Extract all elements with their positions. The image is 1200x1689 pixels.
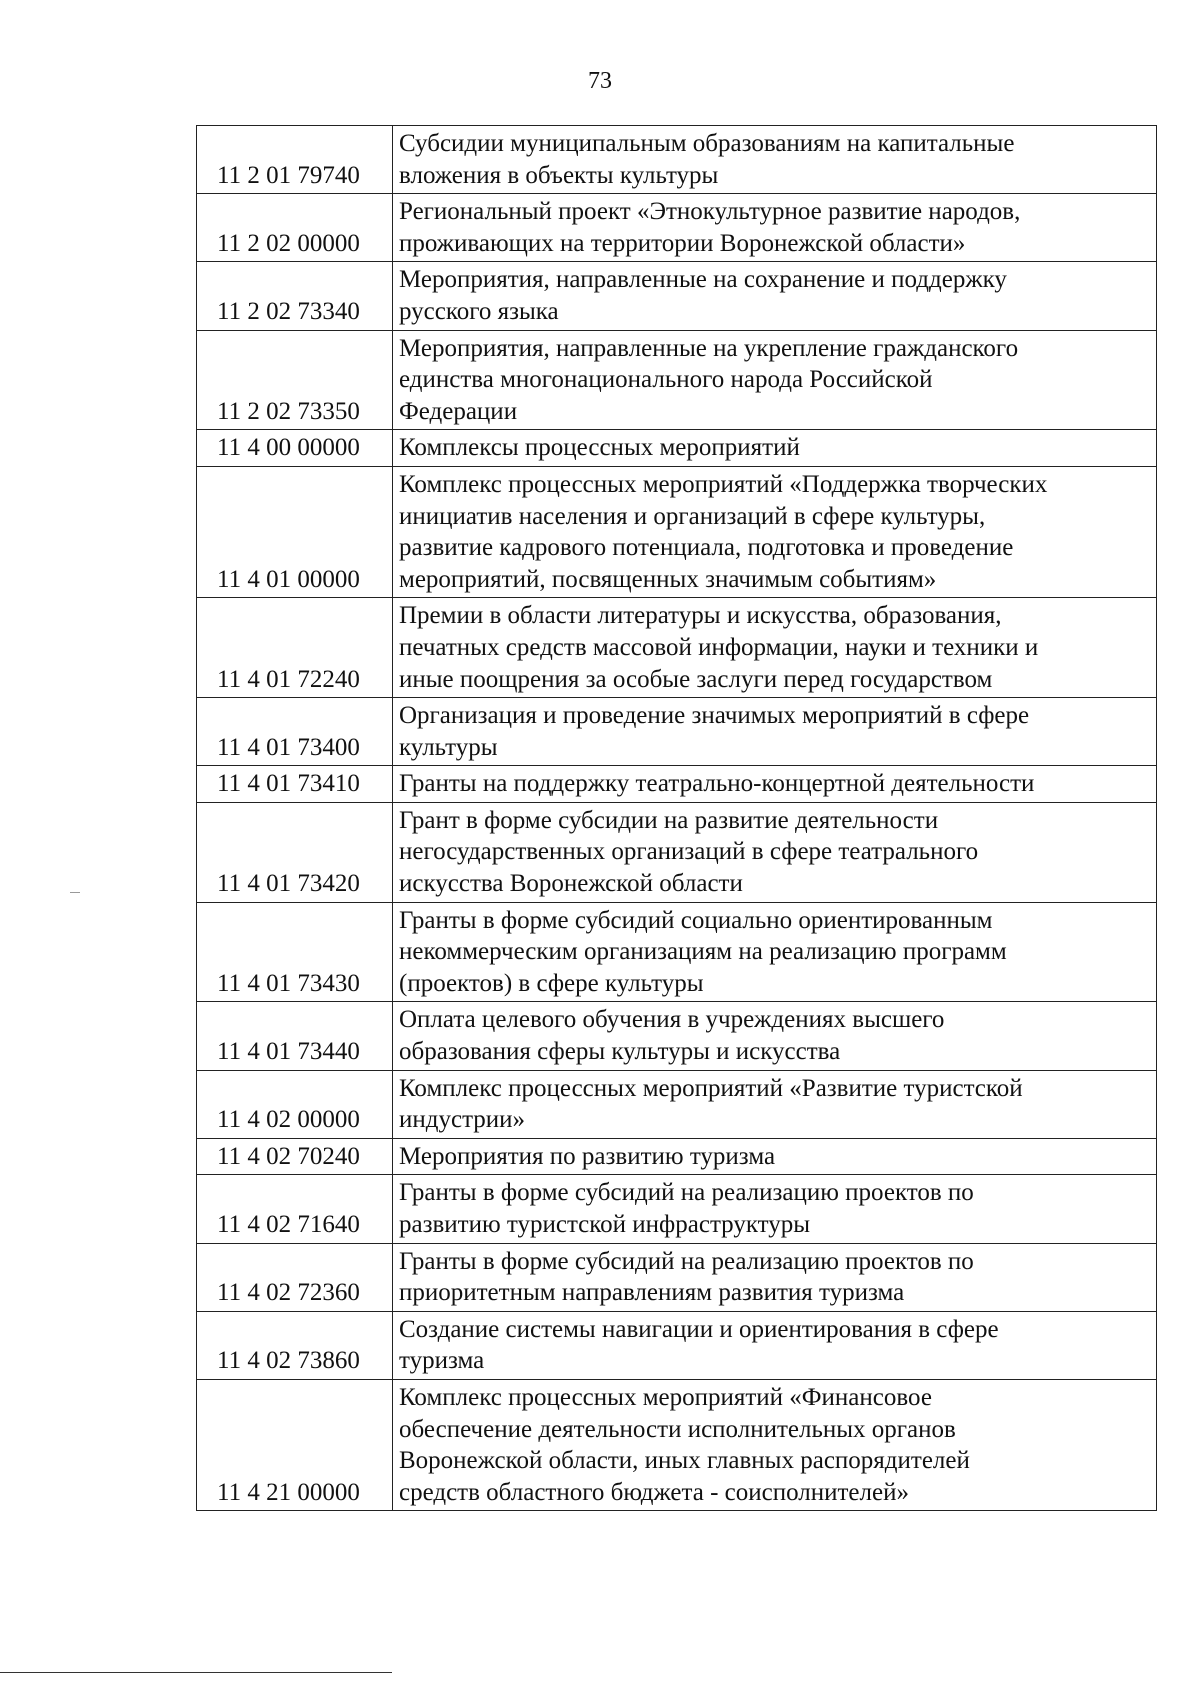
budget-code-cell: 11 4 01 73430	[197, 902, 393, 1002]
table-row	[197, 466, 1157, 597]
description-cell	[393, 902, 1157, 1002]
description-line: Федерации	[399, 397, 518, 425]
table-row	[197, 1002, 1157, 1070]
budget-code-cell: 11 4 01 73400	[197, 698, 393, 766]
table-row	[197, 330, 1157, 430]
table-row	[197, 1311, 1157, 1379]
budget-code-cell: 11 4 21 00000	[197, 1379, 393, 1510]
footnote-rule	[0, 1672, 392, 1673]
description-line: Воронежской области, иных главных распорядителей	[399, 1447, 970, 1475]
table-row	[197, 802, 1157, 902]
description-cell	[393, 1243, 1157, 1311]
table-row	[197, 262, 1157, 330]
table-row	[197, 1070, 1157, 1138]
description-cell	[393, 766, 1157, 803]
budget-code-cell: 11 4 01 73420	[197, 802, 393, 902]
budget-code-cell: 11 2 02 73350	[197, 330, 393, 430]
budget-code-cell: 11 4 01 00000	[197, 466, 393, 597]
description-line: Субсидии муниципальным образованиям на капитальные	[399, 130, 1015, 157]
table-row	[197, 194, 1157, 262]
description-line: Комплекс процессных мероприятий «Развитие туристской	[399, 1074, 1023, 1102]
description-cell	[393, 126, 1157, 194]
table-row	[197, 902, 1157, 1002]
description-line: средств областного бюджета - соисполнителей»	[399, 1478, 909, 1506]
description-cell	[393, 1175, 1157, 1243]
budget-code-cell: 11 4 01 72240	[197, 598, 393, 698]
description-line: единства многонационального народа Российской	[399, 366, 933, 394]
budget-code-cell: 11 4 02 70240	[197, 1138, 393, 1175]
table-row	[197, 1379, 1157, 1510]
description-cell	[393, 1070, 1157, 1138]
description-line: мероприятий, посвященных значимым событиям»	[399, 565, 937, 593]
description-line: образования сферы культуры и искусства	[399, 1038, 841, 1066]
description-cell	[393, 698, 1157, 766]
page-number: 73	[588, 68, 612, 94]
description-cell	[393, 194, 1157, 262]
table-row	[197, 698, 1157, 766]
description-line: Оплата целевого обучения в учреждениях высшего	[399, 1006, 945, 1034]
budget-code-cell: 11 4 02 73860	[197, 1311, 393, 1379]
budget-code-cell: 11 4 02 72360	[197, 1243, 393, 1311]
description-cell	[393, 598, 1157, 698]
description-cell	[393, 466, 1157, 597]
description-line: Мероприятия, направленные на укрепление гражданского	[399, 334, 1019, 362]
description-cell	[393, 430, 1157, 467]
budget-code-cell: 11 4 02 71640	[197, 1175, 393, 1243]
budget-code-cell: 11 4 02 00000	[197, 1070, 393, 1138]
description-line: Организация и проведение значимых мероприятий в сфере	[399, 702, 1030, 730]
description-line: Грант в форме субсидии на развитие деятельности	[399, 806, 939, 834]
table-row	[197, 1175, 1157, 1243]
description-line: обеспечение деятельности исполнительных органов	[399, 1415, 956, 1443]
description-line: Премии в области литературы и искусства, образования,	[399, 602, 1002, 630]
description-cell	[393, 330, 1157, 430]
description-line: русского языка	[399, 297, 559, 325]
description-cell	[393, 262, 1157, 330]
budget-code-cell: 11 2 01 79740	[197, 126, 393, 194]
description-cell	[393, 802, 1157, 902]
table-body	[197, 126, 1157, 1511]
description-line: Гранты на поддержку театрально-концертной деятельности	[399, 770, 1035, 798]
table-row	[197, 1138, 1157, 1175]
description-line: развитие кадрового потенциала, подготовка и проведение	[399, 534, 1014, 562]
description-cell	[393, 1379, 1157, 1510]
table-row	[197, 598, 1157, 698]
description-line: Гранты в форме субсидий на реализацию проектов по	[399, 1247, 974, 1275]
budget-code-cell: 11 4 01 73410	[197, 766, 393, 803]
budget-code-table	[196, 125, 1157, 1511]
description-line: (проектов) в сфере культуры	[399, 969, 704, 997]
description-cell	[393, 1002, 1157, 1070]
description-line: Мероприятия, направленные на сохранение и поддержку	[399, 266, 1007, 294]
description-cell	[393, 1138, 1157, 1175]
description-line: Мероприятия по развитию туризма	[399, 1142, 776, 1170]
table-row	[197, 1243, 1157, 1311]
description-line: Комплекс процессных мероприятий «Поддержка творческих	[399, 470, 1048, 498]
description-line: Создание системы навигации и ориентирования в сфере	[399, 1315, 999, 1343]
budget-code-cell: 11 2 02 00000	[197, 194, 393, 262]
budget-code-cell: 11 4 00 00000	[197, 430, 393, 467]
description-line: искусства Воронежской области	[399, 870, 743, 898]
description-line: негосударственных организаций в сфере театрального	[399, 838, 979, 866]
description-line: Гранты в форме субсидий на реализацию проектов по	[399, 1179, 974, 1207]
description-line: индустрии»	[399, 1106, 526, 1134]
description-line: культуры	[399, 733, 498, 761]
description-line: Региональный проект «Этнокультурное развитие народов,	[399, 198, 1021, 226]
margin-mark	[70, 892, 80, 893]
table-row	[197, 766, 1157, 803]
description-cell	[393, 1311, 1157, 1379]
description-line: туризма	[399, 1347, 485, 1375]
description-line: Комплексы процессных мероприятий	[399, 434, 800, 462]
description-line: печатных средств массовой информации, науки и техники и	[399, 633, 1039, 661]
description-line: инициатив населения и организаций в сфере культуры,	[399, 502, 986, 530]
description-line: развитию туристской инфраструктуры	[399, 1211, 811, 1238]
budget-code-cell: 11 2 02 73340	[197, 262, 393, 330]
budget-code-cell: 11 4 01 73440	[197, 1002, 393, 1070]
description-line: вложения в объекты культуры	[399, 161, 719, 189]
description-line: проживающих на территории Воронежской области»	[399, 229, 966, 257]
description-line: приоритетным направлениям развития туризма	[399, 1279, 905, 1307]
table-row	[197, 126, 1157, 194]
description-line: некоммерческим организациям на реализацию программ	[399, 938, 1007, 966]
table-row	[197, 430, 1157, 467]
description-line: Комплекс процессных мероприятий «Финансовое	[399, 1383, 932, 1411]
description-line: иные поощрения за особые заслуги перед государством	[399, 665, 993, 693]
description-line: Гранты в форме субсидий социально ориентированным	[399, 906, 993, 934]
